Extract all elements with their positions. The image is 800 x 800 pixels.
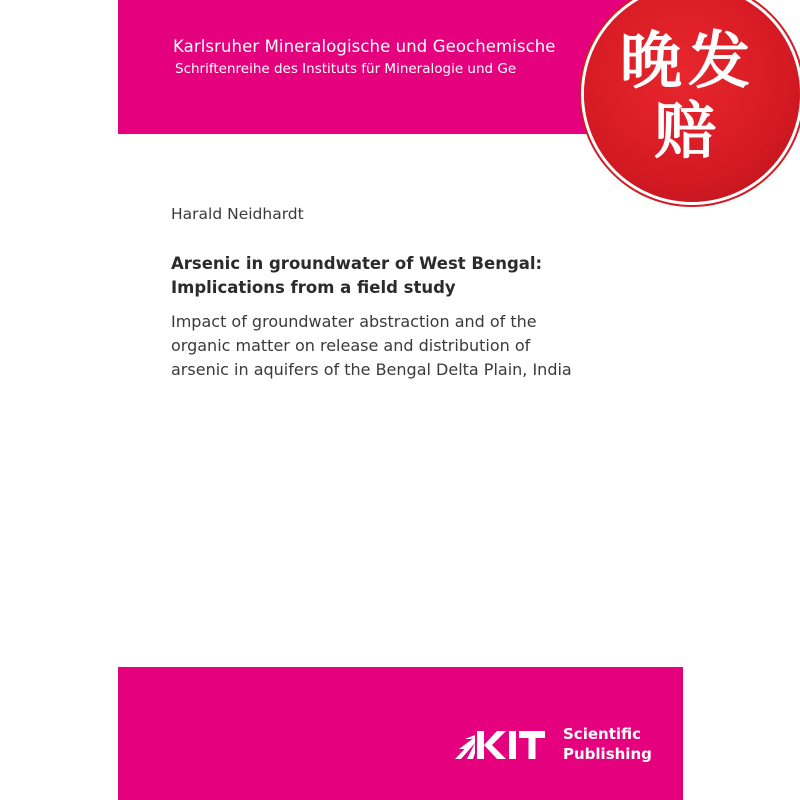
book-title-line: Implications from a field study	[171, 278, 456, 297]
publisher-name	[563, 724, 652, 764]
author-name: Harald Neidhardt	[171, 205, 304, 223]
publisher-name-line: Publishing	[563, 745, 652, 763]
promo-char: 发	[688, 24, 751, 97]
book-subtitle	[171, 310, 681, 382]
kit-logo-icon	[455, 729, 555, 761]
cover-bottom-band	[118, 667, 683, 800]
series-title: Karlsruher Mineralogische und Geochemische	[173, 37, 556, 56]
book-subtitle-line: arsenic in aquifers of the Bengal Delta Plain, India	[171, 360, 572, 379]
book-title	[171, 252, 671, 300]
publisher-name-line: Scientific	[563, 725, 642, 743]
book-subtitle-line: Impact of groundwater abstraction and of the	[171, 312, 537, 331]
publisher-logo	[455, 724, 655, 768]
promo-char: 赔	[654, 94, 717, 167]
book-subtitle-line: organic matter on release and distribution of	[171, 336, 531, 355]
promo-char: 晚	[620, 24, 683, 97]
series-subtitle: Schriftenreihe des Instituts für Mineralogie und Ge	[175, 61, 517, 77]
promo-badge	[584, 0, 800, 202]
book-title-line: Arsenic in groundwater of West Bengal:	[171, 254, 543, 273]
